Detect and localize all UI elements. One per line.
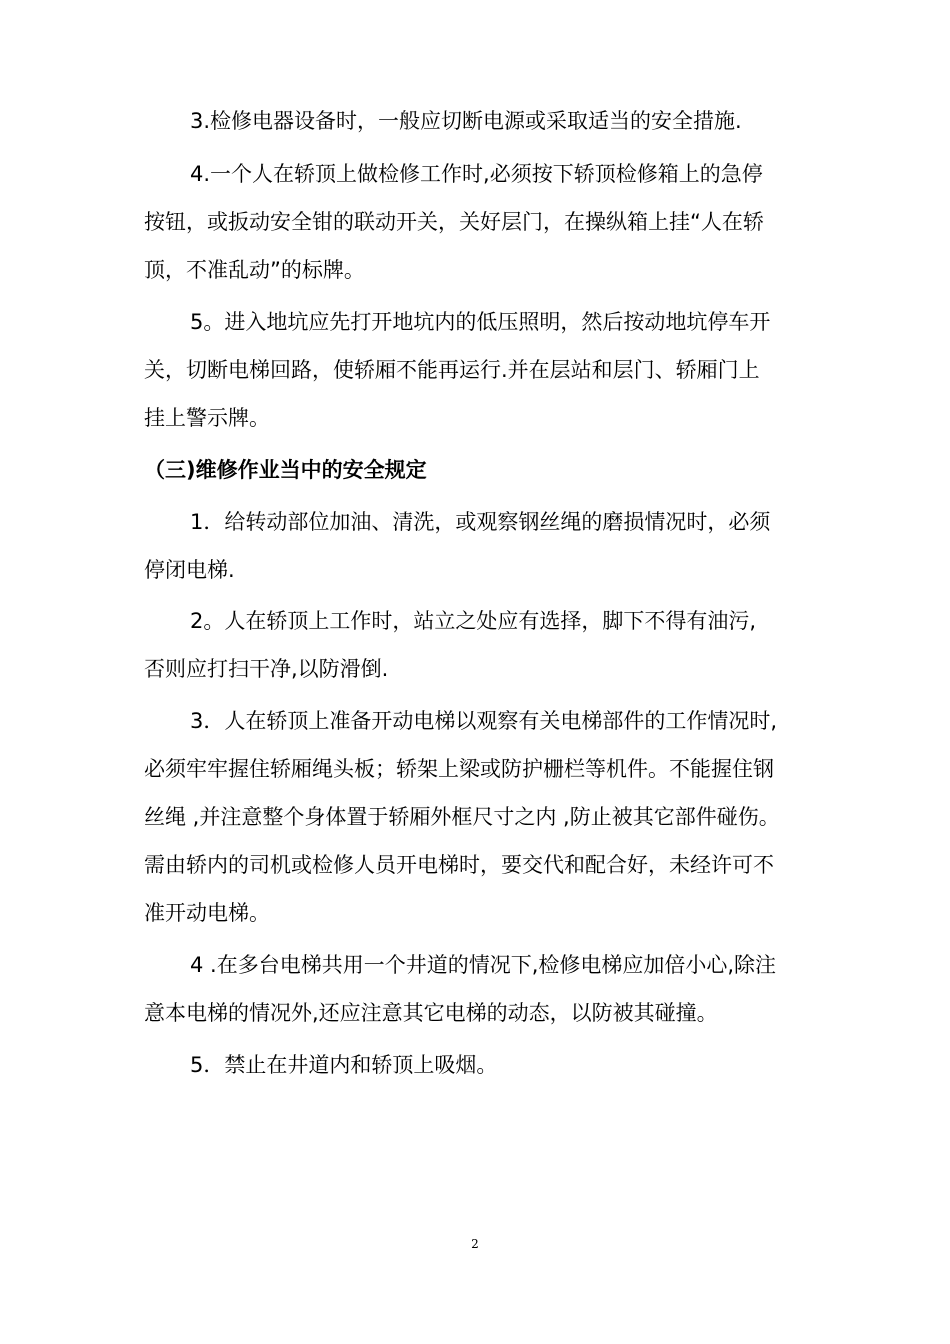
paragraph-line: 需由轿内的司机或检修人员开电梯时，要交代和配合好，未经许可不: [144, 853, 774, 877]
paragraph-line: 5．禁止在井道内和轿顶上吸烟。: [190, 1053, 498, 1077]
paragraph-line: 意本电梯的情况外,还应注意其它电梯的动态，以防被其碰撞。: [144, 1001, 718, 1025]
section-heading: （三)维修作业当中的安全规定: [144, 458, 427, 482]
paragraph-line: 3.检修电器设备时，一般应切断电源或采取适当的安全措施.: [190, 109, 742, 133]
paragraph-line: 4.一个人在轿顶上做检修工作时,必须按下轿顶检修箱上的急停: [190, 162, 763, 186]
paragraph-line: 5。进入地坑应先打开地坑内的低压照明，然后按动地坑停车开: [190, 310, 771, 334]
paragraph-line: 顶，不准乱动”的标牌。: [144, 258, 365, 282]
paragraph-line: 挂上警示牌。: [144, 406, 270, 430]
paragraph-line: 停闭电梯.: [144, 558, 235, 582]
paragraph-line: 必须牢牢握住轿厢绳头板；轿架上梁或防护栅栏等机件。不能握住钢: [144, 757, 774, 781]
paragraph-line: 1．给转动部位加油、清洗，或观察钢丝绳的磨损情况时，必须: [190, 510, 771, 534]
paragraph-line: 准开动电梯。: [144, 901, 270, 925]
paragraph-line: 按钮，或扳动安全钳的联动开关，关好层门，在操纵箱上挂“人在轿: [144, 210, 764, 234]
page-number: 2: [471, 1237, 479, 1251]
paragraph-line: 丝绳 ,并注意整个身体置于轿厢外框尺寸之内 ,防止被其它部件碰伤。: [144, 805, 780, 829]
paragraph-line: 4 .在多台电梯共用一个井道的情况下,检修电梯应加倍小心,除注: [190, 953, 777, 977]
paragraph-line: 3．人在轿顶上准备开动电梯以观察有关电梯部件的工作情况时,: [190, 709, 778, 733]
paragraph-line: 否则应打扫干净,以防滑倒.: [144, 657, 389, 681]
paragraph-line: 关，切断电梯回路，使轿厢不能再运行.并在层站和层门、轿厢门上: [144, 358, 760, 382]
paragraph-line: 2。人在轿顶上工作时，站立之处应有选择，脚下不得有油污,: [190, 609, 757, 633]
